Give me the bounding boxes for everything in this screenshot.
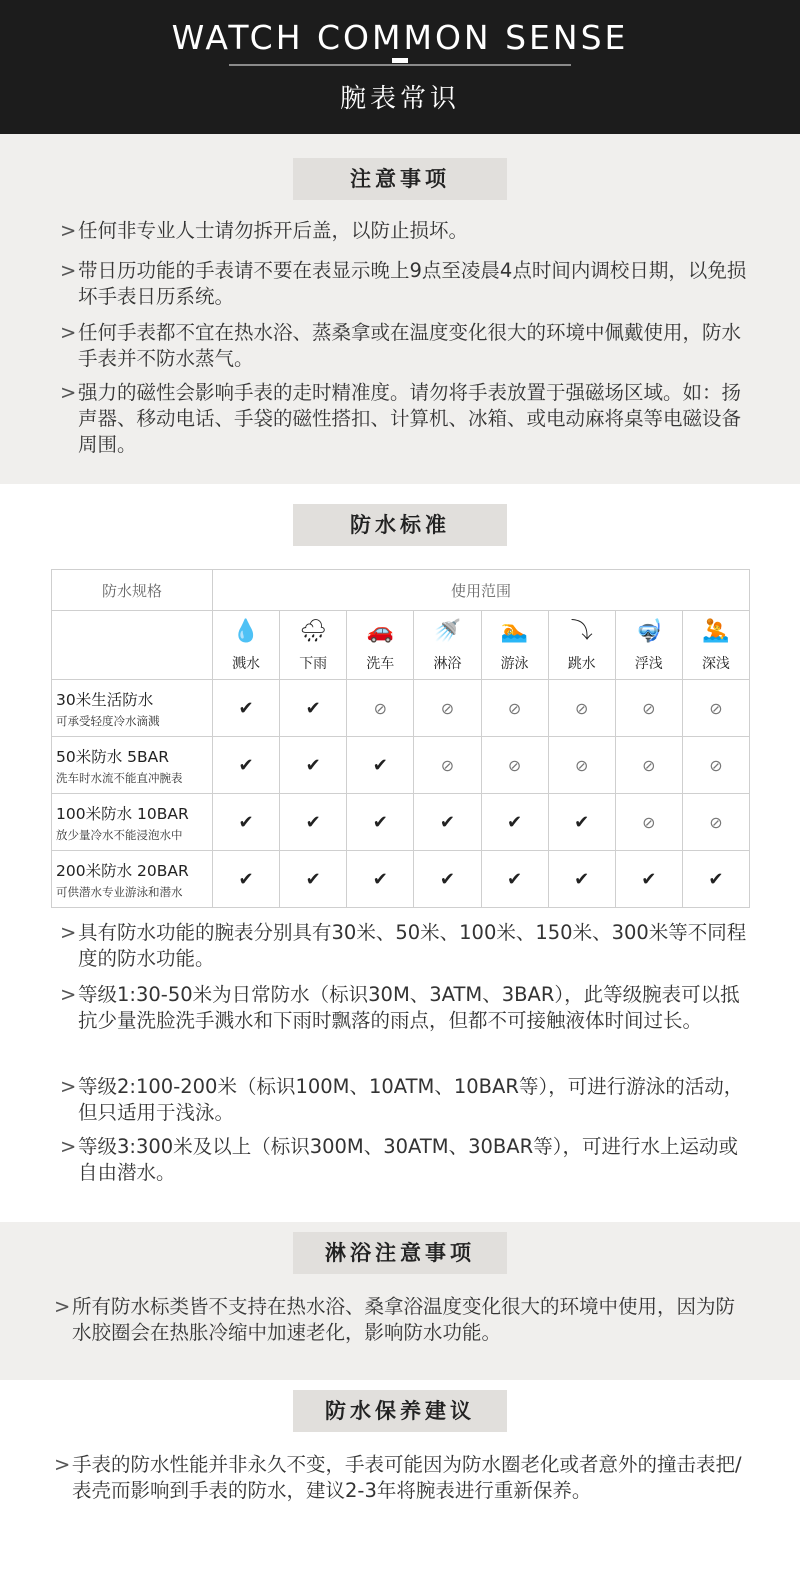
header-dash xyxy=(392,58,408,63)
activity-label: 淋浴 xyxy=(433,656,462,672)
mark-cell xyxy=(481,737,548,794)
waterproof-section xyxy=(0,484,800,1222)
care-section xyxy=(0,1380,800,1588)
check-icon: ✔ xyxy=(238,868,254,890)
notes-item: > 任何手表都不宜在热水浴、蒸桑拿或在温度变化很大的环境中佩戴使用，防水手表并不防水蒸气。 xyxy=(60,321,742,370)
not-allowed-icon: ⊘ xyxy=(507,755,522,775)
check-icon: ✔ xyxy=(372,868,388,890)
waterproof-item: > 等级1:30-50米为日常防水（标识30M、3ATM、3BAR），此等级腕表可以抵抗少量洗脸洗手溅水和下雨时飘落的雨点，但都不可接触液体时间过长。 xyxy=(60,983,740,1032)
check-icon: ✔ xyxy=(439,811,455,833)
empty-cell xyxy=(52,611,213,680)
waterproof-item: > 等级2:100-200米（标识100M、10ATM、10BAR等），可进行游泳的活动，但只适用于浅泳。 xyxy=(60,1075,744,1124)
notes-title: 注意事项 xyxy=(293,158,507,200)
shower-item: > 所有防水标类皆不支持在热水浴、桑拿浴温度变化很大的环境中使用，因为防水胶圈会在热胀冷缩中加速老化，影响防水功能。 xyxy=(54,1295,736,1344)
car-wash-icon: 🚗 xyxy=(366,619,395,644)
activity-header xyxy=(548,611,615,680)
table-row xyxy=(52,851,750,908)
mark-cell xyxy=(280,680,347,737)
mark-cell xyxy=(615,680,682,737)
spec-desc: 洗车时水流不能直冲腕表 xyxy=(56,770,183,785)
mark-cell xyxy=(414,737,481,794)
diving-board-icon: ⤵ xyxy=(570,619,593,644)
activity-label: 下雨 xyxy=(299,656,328,672)
mark-cell xyxy=(213,737,280,794)
check-icon: ✔ xyxy=(238,697,254,719)
mark-cell xyxy=(347,794,414,851)
spec-name: 30米生活防水 xyxy=(56,690,154,709)
notes-item: > 带日历功能的手表请不要在表显示晚上9点至凌晨4点时间内调校日期，以免损坏手表日历系统。 xyxy=(60,259,747,308)
check-icon: ✔ xyxy=(507,811,523,833)
activity-label: 溅水 xyxy=(232,656,261,672)
shower-icon: 🚿 xyxy=(433,619,462,644)
check-icon: ✔ xyxy=(439,868,455,890)
spec-cell xyxy=(52,851,213,908)
snorkel-icon: 🤿 xyxy=(635,619,663,644)
not-allowed-icon: ⊘ xyxy=(507,698,522,718)
activity-header xyxy=(280,611,347,680)
mark-cell xyxy=(280,737,347,794)
spec-desc: 放少量冷水不能浸泡水中 xyxy=(56,827,183,842)
activity-header xyxy=(347,611,414,680)
activity-header xyxy=(414,611,481,680)
waterproof-table xyxy=(51,569,750,908)
mark-cell xyxy=(682,851,749,908)
mark-cell xyxy=(280,794,347,851)
shower-title: 淋浴注意事项 xyxy=(293,1232,507,1274)
check-icon: ✔ xyxy=(372,754,388,776)
spec-cell xyxy=(52,794,213,851)
check-icon: ✔ xyxy=(507,868,523,890)
activity-label: 游泳 xyxy=(500,656,529,672)
spec-cell xyxy=(52,737,213,794)
not-allowed-icon: ⊘ xyxy=(574,755,589,775)
droplets-icon: 💧 xyxy=(232,619,260,644)
mark-cell xyxy=(548,851,615,908)
mark-cell xyxy=(213,851,280,908)
mark-cell xyxy=(548,680,615,737)
mark-cell xyxy=(347,680,414,737)
check-icon: ✔ xyxy=(305,868,321,890)
activity-label: 深浅 xyxy=(701,656,730,672)
check-icon: ✔ xyxy=(641,868,657,890)
check-icon: ✔ xyxy=(238,811,254,833)
spec-cell xyxy=(52,680,213,737)
check-icon: ✔ xyxy=(305,754,321,776)
not-allowed-icon: ⊘ xyxy=(440,755,455,775)
mark-cell xyxy=(481,851,548,908)
col-usage-header: 使用范围 xyxy=(213,570,750,611)
not-allowed-icon: ⊘ xyxy=(642,698,656,718)
mark-cell xyxy=(682,680,749,737)
table-row xyxy=(52,680,750,737)
mark-cell xyxy=(213,794,280,851)
header-title-zh: 腕表常识 xyxy=(339,84,460,114)
activity-header xyxy=(615,611,682,680)
col-spec-header: 防水规格 xyxy=(52,570,213,611)
care-item: > 手表的防水性能并非永久不变，手表可能因为防水圈老化或者意外的撞击表把/表壳而影响到手表的防水，建议2-3年将腕表进行重新保养。 xyxy=(54,1453,742,1502)
mark-cell xyxy=(481,680,548,737)
waterproof-item: > 等级3:300米及以上（标识300M、30ATM、30BAR等），可进行水上运动或自由潜水。 xyxy=(60,1135,738,1184)
check-icon: ✔ xyxy=(305,811,321,833)
activity-label: 跳水 xyxy=(567,656,596,672)
not-allowed-icon: ⊘ xyxy=(709,698,723,718)
check-icon: ✔ xyxy=(574,868,590,890)
mark-cell xyxy=(682,737,749,794)
swimming-icon: 🏊 xyxy=(500,619,529,644)
spec-desc: 可承受轻度冷水滴溅 xyxy=(56,713,160,728)
mark-cell xyxy=(682,794,749,851)
mark-cell xyxy=(548,794,615,851)
care-title: 防水保养建议 xyxy=(293,1390,507,1432)
mark-cell xyxy=(414,851,481,908)
notes-item: > 任何非专业人士请勿拆开后盖，以防止损坏。 xyxy=(60,219,469,242)
header-title-en: WATCH COMMON SENSE xyxy=(171,18,629,57)
waterproof-title: 防水标准 xyxy=(293,504,507,546)
mark-cell xyxy=(347,737,414,794)
spec-desc: 可供潜水专业游泳和潜水 xyxy=(56,884,183,899)
activity-row xyxy=(52,611,750,680)
not-allowed-icon: ⊘ xyxy=(642,812,656,832)
mark-cell xyxy=(414,680,481,737)
activity-header xyxy=(213,611,280,680)
check-icon: ✔ xyxy=(238,754,254,776)
table-row xyxy=(52,794,750,851)
not-allowed-icon: ⊘ xyxy=(709,755,723,775)
activity-header xyxy=(682,611,749,680)
not-allowed-icon: ⊘ xyxy=(373,698,388,718)
notes-item: > 强力的磁性会影响手表的走时精准度。请勿将手表放置于强磁场区域。如：扬声器、移动电话、手袋的磁性搭扣、计算机、冰箱、或电动麻将桌等电磁设备周围。 xyxy=(60,381,742,456)
header-divider xyxy=(229,64,571,66)
not-allowed-icon: ⊘ xyxy=(574,698,589,718)
mark-cell xyxy=(414,794,481,851)
check-icon: ✔ xyxy=(574,811,590,833)
not-allowed-icon: ⊘ xyxy=(642,755,656,775)
spec-name: 50米防水 5BAR xyxy=(56,747,170,766)
mark-cell xyxy=(548,737,615,794)
mark-cell xyxy=(280,851,347,908)
scuba-diver-icon: 🤽 xyxy=(702,619,730,644)
not-allowed-icon: ⊘ xyxy=(709,812,723,832)
table-row xyxy=(52,737,750,794)
mark-cell xyxy=(481,794,548,851)
mark-cell xyxy=(615,737,682,794)
not-allowed-icon: ⊘ xyxy=(440,698,455,718)
mark-cell xyxy=(347,851,414,908)
rain-cloud-icon: 🌧 xyxy=(299,619,328,644)
mark-cell xyxy=(615,851,682,908)
page-header xyxy=(0,0,800,134)
mark-cell xyxy=(615,794,682,851)
notes-section xyxy=(0,134,800,484)
mark-cell xyxy=(213,680,280,737)
shower-section xyxy=(0,1222,800,1380)
check-icon: ✔ xyxy=(372,811,388,833)
activity-header xyxy=(481,611,548,680)
spec-name: 200米防水 20BAR xyxy=(56,861,189,880)
activity-label: 浮浅 xyxy=(634,656,663,672)
check-icon: ✔ xyxy=(305,697,321,719)
waterproof-item: > 具有防水功能的腕表分别具有30米、50米、100米、150米、300米等不同程度的防水功能。 xyxy=(60,921,747,970)
check-icon: ✔ xyxy=(708,868,724,890)
spec-name: 100米防水 10BAR xyxy=(56,804,189,823)
activity-label: 洗车 xyxy=(366,656,395,672)
